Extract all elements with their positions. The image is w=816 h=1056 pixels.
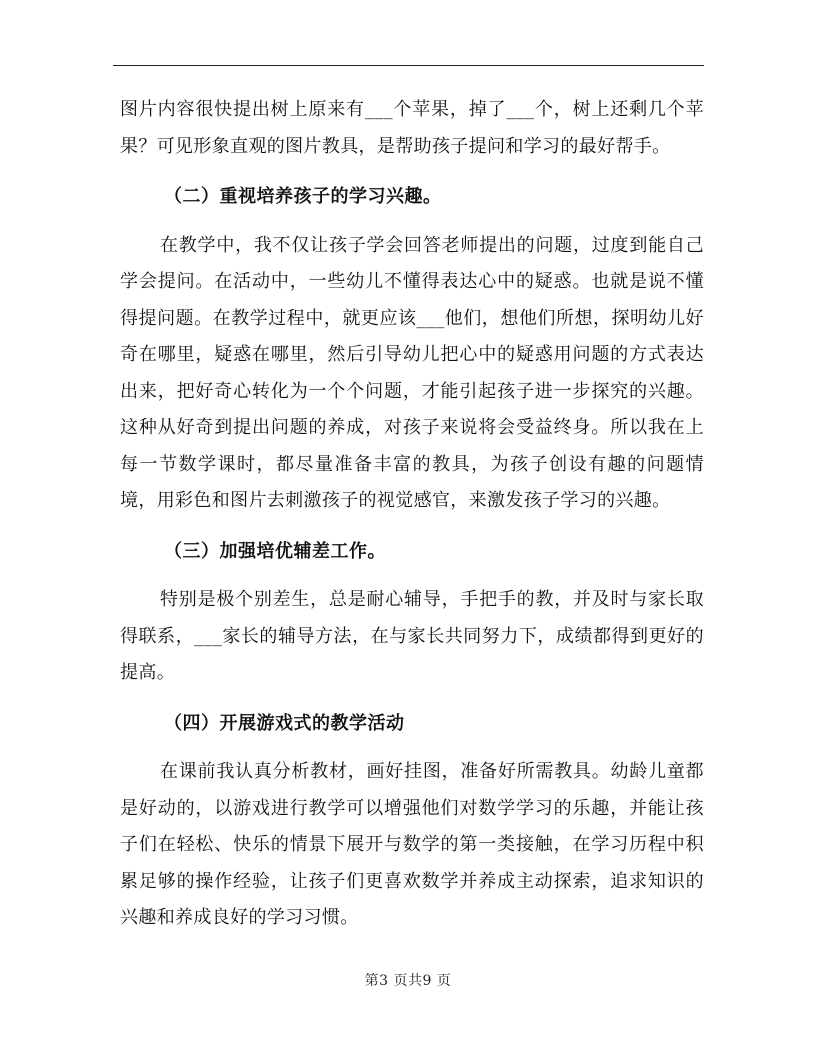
paragraph-4: 在课前我认真分析教材，画好挂图，准备好所需教具。幼龄儿童都是好动的，以游戏进行教学可以增强他们对数学学习的乐趣，并能让孩子们在轻松、快乐的情景下展开与数学的第一类接触，在学习历程中积累足够的操作经验，让孩子们更喜欢数学并养成主动探索，追求知识的兴趣和养成良好的学习习惯。: [120, 761, 704, 928]
paragraph-3: 特别是极个别差生，总是耐心辅导，手把手的教，并及时与家长取得联系，___家长的辅导方法，在与家长共同努力下，成绩都得到更好的提高。: [120, 589, 704, 683]
paragraph-1: 图片内容很快提出树上原来有___个苹果，掉了___个，树上还剩几个苹果？可见形象直观的图片教具，是帮助孩子提问和学习的最好帮手。: [120, 99, 704, 157]
section-heading-4: （四）开展游戏式的教学活动: [164, 712, 405, 734]
section-heading-3: （三）加强培优辅差工作。: [164, 540, 386, 562]
section-heading-2: （二）重视培养孩子的学习兴趣。: [164, 186, 442, 207]
paragraph-2: 在教学中，我不仅让孩子学会回答老师提出的问题，过度到能自己学会提问。在活动中，一些幼儿不懂得表达心中的疑惑。也就是说不懂得提问题。在教学过程中，就更应该___他们，想他们所想，探明幼儿好奇在哪里，疑惑在哪里，然后引导幼儿把心中的疑惑用问题的方式表达出来，把好奇心转化为一个个问题，才能引起孩子进一步探究的兴趣。这种从好奇到提出问题的养成，对孩子来说将会受益终身。所以我在上每一节数学课时，都尽量准备丰富的教具，为孩子创设有趣的问题情境，用彩色和图片去刺激孩子的视觉感官，来激发孩子学习的兴趣。: [120, 234, 704, 511]
header-rule: [113, 65, 704, 66]
page-body: [120, 92, 704, 937]
page-number-footer: 第3 页共9 页: [364, 973, 452, 989]
